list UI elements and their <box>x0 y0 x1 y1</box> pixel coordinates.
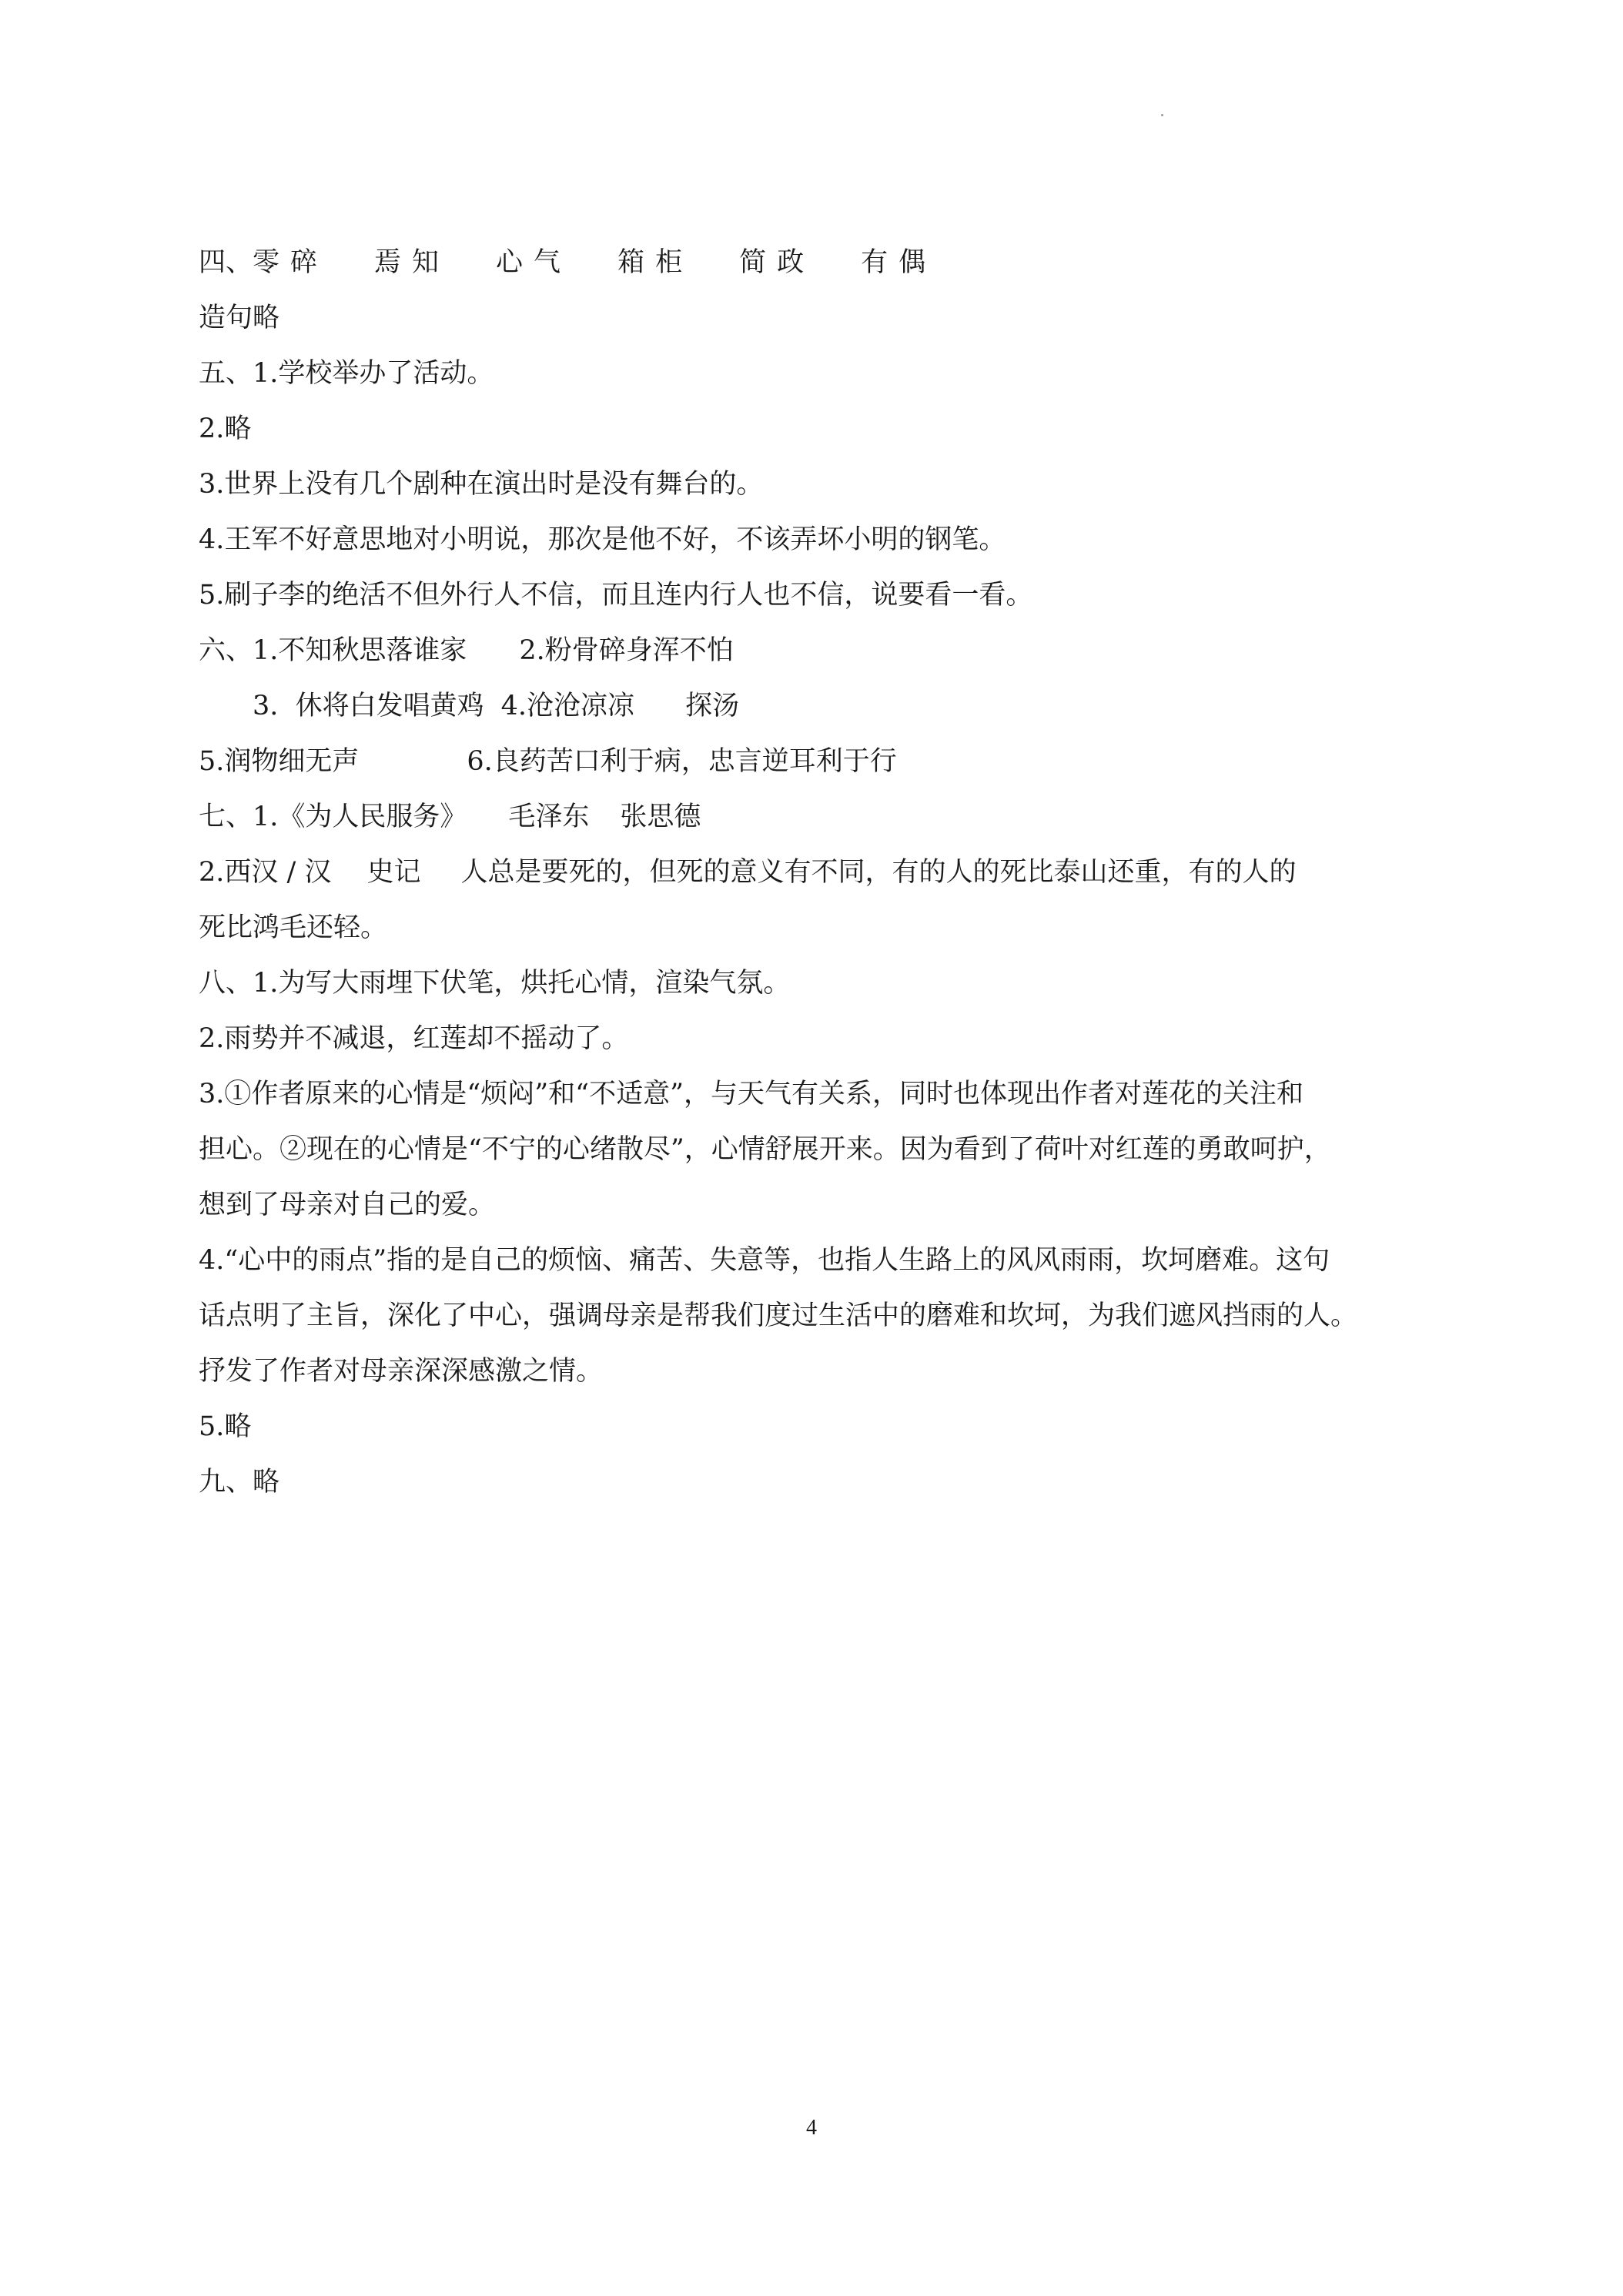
answer-segment: 张思德 <box>620 802 701 832</box>
text-line: 2.雨势并不减退，红莲却不摇动了。 <box>199 1023 629 1054</box>
text-line: 话点明了主旨，深化了中心，强调母亲是帮我们度过生活中的磨难和坎坷，为我们遮风挡雨的人。 <box>199 1300 1358 1331</box>
text-line: 4.王军不好意思地对小明说，那次是他不好，不该弄坏小明的钢笔。 <box>199 524 1006 555</box>
word-item: 有偶 <box>861 247 937 278</box>
scan-speck <box>1161 114 1163 116</box>
text-line: 4.“心中的雨点”指的是自己的烦恼、痛苦、失意等，也指人生路上的风风雨雨，坎坷磨难。这句 <box>199 1245 1330 1276</box>
answer-segment: 史记 <box>366 857 421 888</box>
text-line: 九、略 <box>199 1467 280 1498</box>
word-item: 箱柜 <box>617 247 694 278</box>
text-line: 造句略 <box>199 303 280 333</box>
section-four-line <box>199 243 1438 299</box>
text-line: 5.刷子李的绝活不但外行人不信，而且连内行人也不信，说要看一看。 <box>199 580 1033 611</box>
text-line: 死比鸿毛还轻。 <box>199 912 388 943</box>
page-number: 4 <box>806 2116 817 2140</box>
section-six-line <box>199 742 1438 798</box>
section-six-line <box>199 687 1438 742</box>
answer-segment: 3. 休将白发唱黄鸡 <box>253 691 484 721</box>
answer-segment: 2.西汉 / 汉 <box>199 857 332 888</box>
answer-segment: 4.沧沧凉凉 <box>500 691 635 721</box>
section-four-label: 四、 <box>199 247 253 278</box>
answer-segment: 6.良药苦口利于病，忠言逆耳利于行 <box>467 746 897 777</box>
word-item: 焉知 <box>374 247 450 278</box>
section-seven-line <box>199 853 1438 909</box>
answer-segment: 六、1.不知秋思落谁家 <box>199 635 467 666</box>
answer-segment: 人总是要死的，但死的意义有不同，有的人的死比泰山还重，有的人的 <box>460 857 1297 888</box>
word-item: 简政 <box>739 247 815 278</box>
text-line: 3.①作者原来的心情是“烦闷”和“不适意”，与天气有关系，同时也体现出作者对莲花的关注和 <box>199 1079 1303 1110</box>
text-line: 八、1.为写大雨埋下伏笔，烘托心情，渲染气氛。 <box>199 968 791 999</box>
text-line: 5.略 <box>199 1411 252 1442</box>
answer-segment: 毛泽东 <box>508 802 590 832</box>
answer-segment: 探汤 <box>685 691 740 721</box>
answer-segment: 七、1.《为人民服务》 <box>199 802 467 832</box>
text-line: 想到了母亲对自己的爱。 <box>199 1190 496 1220</box>
text-line: 2.略 <box>199 413 252 444</box>
word-item: 零碎 <box>253 247 329 278</box>
text-line: 担心。②现在的心情是“不宁的心绪散尽”，心情舒展开来。因为看到了荷叶对红莲的勇敢呵护， <box>199 1134 1331 1165</box>
section-six-line <box>199 631 1438 687</box>
text-line: 五、1.学校举办了活动。 <box>199 358 494 389</box>
section-seven-line <box>199 798 1438 853</box>
text-line: 3.世界上没有几个剧种在演出时是没有舞台的。 <box>199 469 764 500</box>
answer-segment: 5.润物细无声 <box>199 746 360 777</box>
word-item: 心气 <box>496 247 572 278</box>
text-line: 抒发了作者对母亲深深感激之情。 <box>199 1356 604 1387</box>
answer-key-body <box>199 243 1438 1518</box>
answer-segment: 2.粉骨碎身浑不怕 <box>519 635 734 666</box>
